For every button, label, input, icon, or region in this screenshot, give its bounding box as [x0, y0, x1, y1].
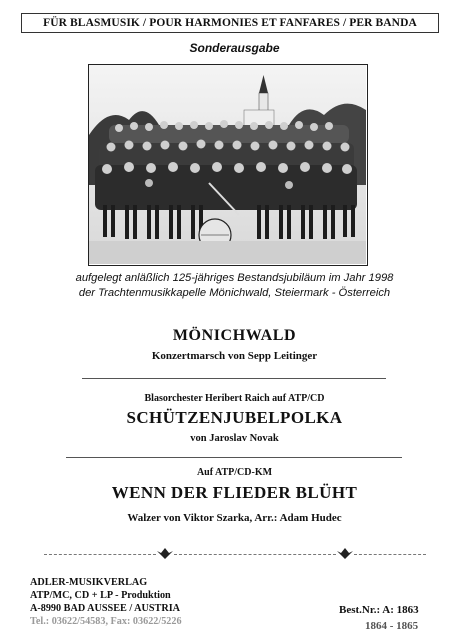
divider-middle [174, 554, 336, 555]
divider-right [354, 554, 426, 555]
publisher-address: A-8990 BAD AUSSEE / AUSTRIA [30, 603, 181, 614]
piece2-title: SCHÜTZENJUBELPOLKA [126, 408, 343, 427]
piece3-note: Auf ATP/CD-KM [196, 467, 273, 478]
divider-left [44, 554, 156, 555]
piece1-subtitle: Konzertmarsch von Sepp Leitinger [151, 350, 318, 362]
order-number: Best.Nr.: A: 1863 [339, 604, 419, 616]
publisher-name: ADLER-MUSIKVERLAG [30, 577, 148, 588]
piece2-note: Blasorchester Heribert Raich auf ATP/CD [144, 393, 325, 404]
edition-label: Sonderausgabe [189, 41, 280, 55]
band-photo-image [89, 65, 366, 264]
eagle-logo-icon-right [337, 546, 353, 565]
divider-2 [66, 457, 402, 458]
piece3-subtitle: Walzer von Viktor Szarka, Arr.: Adam Hudec [127, 512, 342, 524]
piece1-title: MÖNICHWALD [172, 327, 297, 344]
piece2-composer: von Jaroslav Novak [190, 433, 279, 444]
order-range: 1864 - 1865 [365, 620, 419, 632]
band-photo [88, 64, 368, 266]
banner-text: FÜR BLASMUSIK / POUR HARMONIES ET FANFARES / PER BANDA [43, 17, 417, 29]
publisher-block [30, 576, 182, 628]
photo-caption-line2: der Trachtenmusikkapelle Mönichwald, Steiermark - Österreich [78, 287, 391, 299]
publisher-production: ATP/MC, CD + LP - Produktion [30, 590, 171, 601]
eagle-logo-icon-left [157, 546, 173, 565]
divider-1 [82, 378, 386, 379]
piece3-title: WENN DER FLIEDER BLÜHT [111, 483, 358, 502]
photo-caption-line1: aufgelegt anläßlich 125-jähriges Bestandsjubiläum im Jahr 1998 [75, 272, 394, 284]
publisher-phone: Tel.: 03622/54583, Fax: 03622/5226 [30, 616, 182, 627]
banner-box [21, 13, 439, 33]
